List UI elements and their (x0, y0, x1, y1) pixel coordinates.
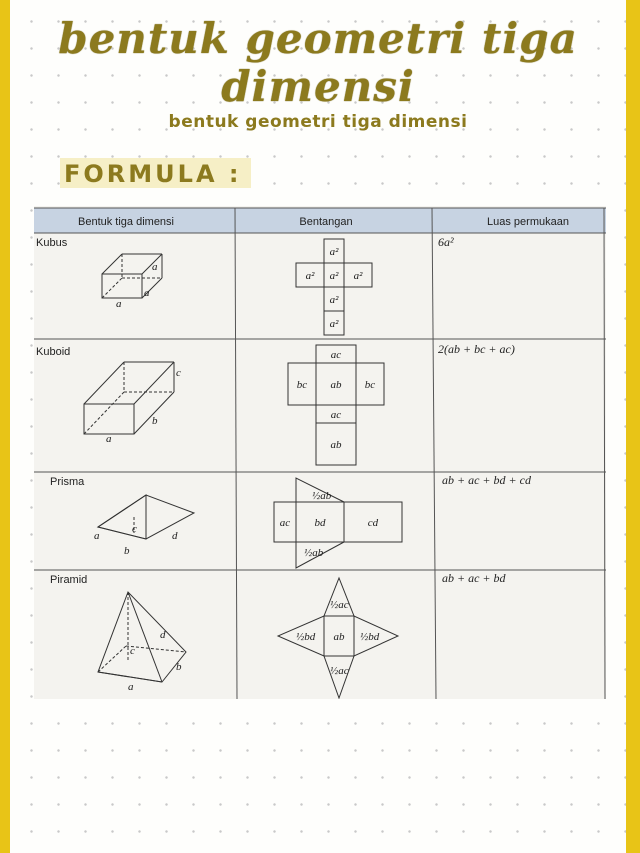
kubus-surface-area: 6a² (438, 235, 454, 249)
pyramid-net-face: ½bd (296, 631, 316, 643)
prism-net-face: cd (367, 517, 379, 529)
prisma-surface-area: ab + ac + bd + cd (442, 473, 531, 487)
cube-edge-label: a (144, 287, 150, 299)
cuboid-net-face: ac (330, 409, 342, 421)
page-title-line-2: dimensi (221, 62, 415, 111)
header-surface-area: Luas permukaan (487, 216, 569, 228)
cuboid-edge-label: b (152, 415, 158, 427)
pyramid-net-face: ½ac (330, 665, 349, 677)
prism-net (274, 478, 402, 568)
cuboid-edge-label: c (176, 367, 181, 379)
page-title-line-1: bentuk geometri tiga (58, 14, 578, 63)
cube-edge-label: a (152, 261, 158, 273)
prism-net-face: ½ab (304, 547, 324, 559)
row-prisma-label: Prisma (50, 476, 85, 488)
prism-net-face: bd (314, 517, 326, 529)
cube-edge-label: a (116, 298, 122, 310)
pyramid-edge-label: d (160, 629, 166, 641)
prism-diagram (98, 495, 194, 539)
piramid-surface-area: ab + ac + bd (442, 571, 506, 585)
prism-net-face: ac (279, 517, 291, 529)
formula-heading: FORMULA : (60, 158, 251, 188)
cuboid-net-face: bc (364, 379, 376, 391)
header-shape: Bentuk tiga dimensi (78, 216, 174, 228)
cube-net-face: a² (329, 270, 339, 282)
page-subtitle: bentuk geometri tiga dimensi (168, 112, 468, 132)
pyramid-net-face: ½bd (360, 631, 380, 643)
cuboid-diagram (84, 362, 174, 434)
notebook-page (10, 0, 626, 853)
cube-net-face: a² (353, 270, 363, 282)
formula-table-photo (34, 206, 606, 699)
pyramid-diagram (98, 592, 186, 682)
pyramid-net-face: ab (333, 631, 345, 643)
cuboid-net-face: ab (330, 379, 342, 391)
row-piramid-label: Piramid (50, 574, 88, 586)
prism-net-face: ½ab (312, 490, 332, 502)
row-kuboid-label: Kuboid (36, 346, 71, 358)
pyramid-net-face: ½ac (330, 599, 349, 611)
prism-edge-label: b (124, 545, 130, 557)
pyramid-edge-label: b (176, 661, 182, 673)
pyramid-edge-label: c (130, 645, 135, 657)
row-kubus-label: Kubus (36, 237, 68, 249)
header-net: Bentangan (299, 216, 353, 228)
formula-table (34, 206, 606, 699)
prism-edge-label: a (94, 530, 100, 542)
kuboid-surface-area: 2(ab + bc + ac) (438, 342, 515, 356)
cuboid-net-face: bc (296, 379, 308, 391)
prism-edge-label: c (132, 523, 137, 535)
cube-net-face: a² (329, 294, 339, 306)
cube-net-face: a² (329, 318, 339, 330)
cube-net-face: a² (329, 246, 339, 258)
cuboid-net-face: ab (330, 439, 342, 451)
cuboid-net-face: ac (330, 349, 342, 361)
cube-net-face: a² (305, 270, 315, 282)
pyramid-edge-label: a (128, 681, 134, 693)
prism-edge-label: d (172, 530, 178, 542)
cuboid-edge-label: a (106, 433, 112, 445)
